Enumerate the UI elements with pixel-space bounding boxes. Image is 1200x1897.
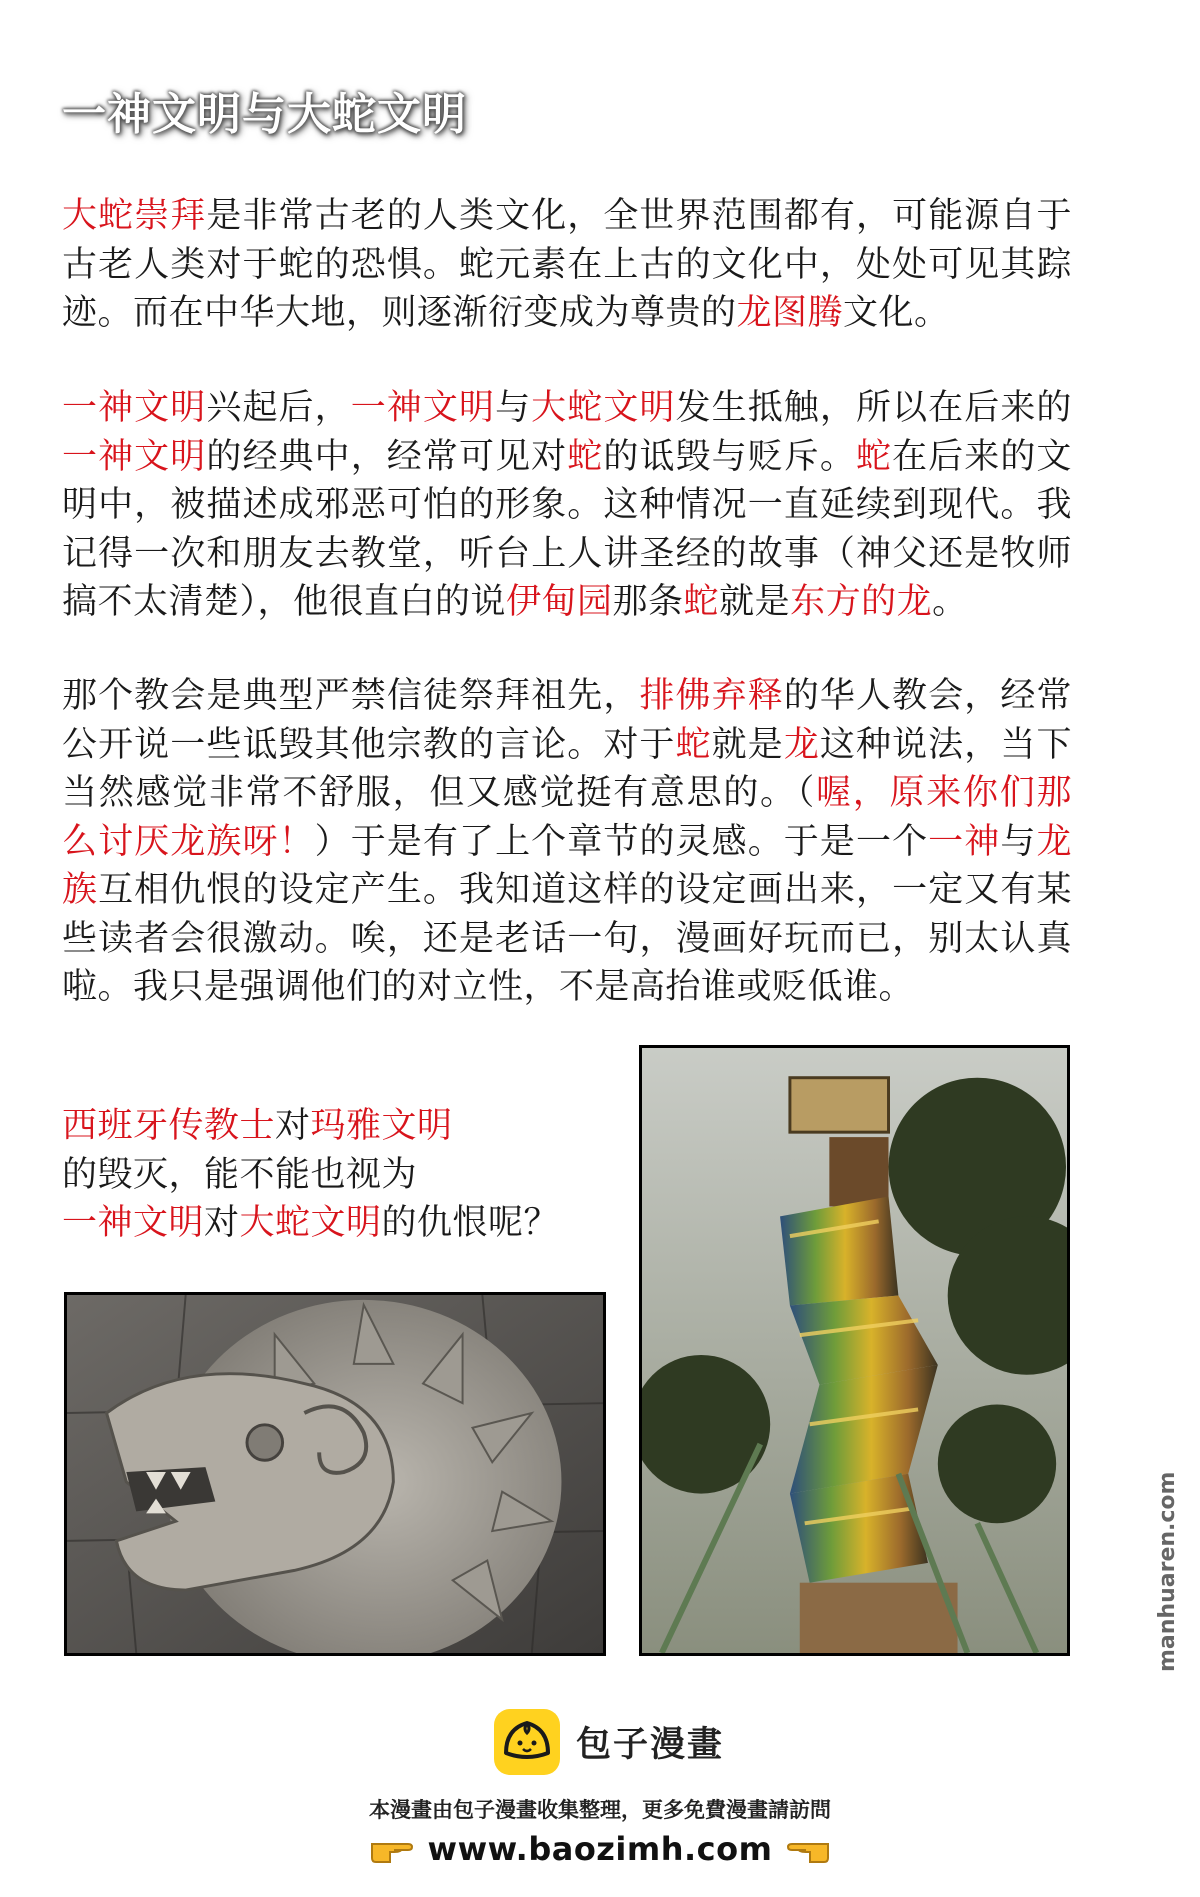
body-text: 那个教会是典型严禁信徒祭拜祖先， bbox=[62, 676, 640, 716]
serpent-head-sculpture-photo bbox=[64, 1292, 606, 1656]
brand-name: 包子漫畫 bbox=[576, 1725, 725, 1765]
body-text: 的华人教会，经常公开说一些诋毁其他宗教的言论。对于 bbox=[62, 676, 1072, 765]
body-text: 与 bbox=[1000, 821, 1037, 862]
highlighted-term: 玛雅文明 bbox=[310, 1106, 453, 1146]
site-notice: 本漫畫由包子漫畫收集整理，更多免費漫畫請訪問 bbox=[369, 1798, 831, 1822]
body-text: 这种说法，当下当然感觉非常不舒服，但又感觉挺有意思的。（ bbox=[62, 724, 1072, 813]
highlighted-term: 一神文明 bbox=[62, 436, 207, 477]
body-text: 就是 bbox=[719, 582, 791, 622]
body-text: 是非常古老的人类文化，全世界范围都有，可能源自于古老人类对于蛇的恐惧。蛇元素在上古的文化中，处处可见其踪迹。而在中华大地，则逐渐衍变成为尊贵的 bbox=[62, 196, 1072, 333]
highlighted-term: 一神文明 bbox=[350, 388, 496, 428]
body-text: ）于是有了上个章节的灵感。于是一个 bbox=[314, 821, 929, 862]
paragraph-2 bbox=[62, 384, 1072, 627]
body-text: 的毁灭，能不能也视为 bbox=[62, 1154, 418, 1195]
body-text: 那条 bbox=[612, 582, 684, 622]
highlighted-term: 排佛弃释 bbox=[639, 676, 784, 716]
body-text: 的诋毁与贬斥。 bbox=[603, 436, 856, 477]
highlighted-term: 一神 bbox=[928, 821, 1001, 862]
pointing-left-hand-icon bbox=[786, 1832, 832, 1866]
highlighted-term: 龙族 bbox=[62, 821, 1072, 910]
body-text: 对 bbox=[204, 1203, 240, 1243]
highlighted-term: 喔，原来你们那么讨厌龙族呀！ bbox=[62, 773, 1072, 862]
body-text: 的经典中，经常可见对 bbox=[206, 436, 568, 477]
manhuaren-watermark bbox=[1148, 1440, 1184, 1680]
body-text: 文化。 bbox=[843, 293, 950, 333]
body-text: 与 bbox=[495, 388, 532, 428]
highlighted-term: 伊甸园 bbox=[506, 582, 613, 622]
baozi-logo-icon bbox=[492, 1707, 562, 1777]
body-text: 。 bbox=[932, 582, 968, 622]
highlighted-term: 大蛇文明 bbox=[239, 1203, 382, 1243]
body-text: 兴起后， bbox=[206, 388, 351, 428]
highlighted-term: 蛇 bbox=[683, 582, 720, 622]
highlighted-term: 一神文明 bbox=[62, 1203, 205, 1243]
page-title: 一神文明与大蛇文明 bbox=[62, 89, 467, 140]
highlighted-term: 蛇 bbox=[567, 436, 604, 477]
highlighted-term: 龙 bbox=[783, 724, 820, 765]
site-url-link[interactable]: www.baozimh.com bbox=[427, 1830, 773, 1868]
serpent-column-photo bbox=[639, 1045, 1070, 1656]
baozi-brand[interactable] bbox=[492, 1707, 724, 1777]
svg-text:manhuaren.com: manhuaren.com bbox=[1155, 1471, 1180, 1672]
highlighted-term: 大蛇崇拜 bbox=[62, 196, 207, 236]
body-text: 在后来的文明中，被描述成邪恶可怕的形象。这种情况一直延续到现代。我记得一次和朋友去教堂，听台上人讲圣经的故事（神父还是牧师搞不太清楚），他很直白的说 bbox=[62, 436, 1072, 622]
body-text: 的仇恨呢？ bbox=[381, 1203, 560, 1243]
paragraph-3 bbox=[62, 672, 1072, 1012]
highlighted-term: 大蛇文明 bbox=[531, 388, 676, 428]
highlighted-term: 西班牙传教士 bbox=[62, 1106, 276, 1146]
highlighted-term: 一神文明 bbox=[62, 388, 207, 428]
highlighted-term: 蛇 bbox=[675, 724, 712, 765]
body-text: 发生抵触，所以在后来的 bbox=[675, 388, 1072, 428]
paragraph-1 bbox=[62, 192, 1072, 338]
body-text: 互相仇恨的设定产生。我知道这样的设定画出来，一定又有某些读者会很激动。唉，还是老话一句，漫画好玩而已，别太认真啦。我只是强调他们的对立性，不是高抬谁或贬低谁。 bbox=[62, 870, 1072, 1007]
pointing-right-hand-icon bbox=[368, 1832, 414, 1866]
highlighted-term: 龙图腾 bbox=[736, 293, 844, 333]
photo-caption bbox=[62, 1102, 622, 1248]
body-text: 就是 bbox=[711, 724, 784, 765]
site-link-row[interactable] bbox=[0, 1830, 1200, 1868]
highlighted-term: 东方的龙 bbox=[790, 582, 933, 622]
highlighted-term: 蛇 bbox=[855, 436, 893, 477]
body-text: 对 bbox=[275, 1106, 311, 1146]
